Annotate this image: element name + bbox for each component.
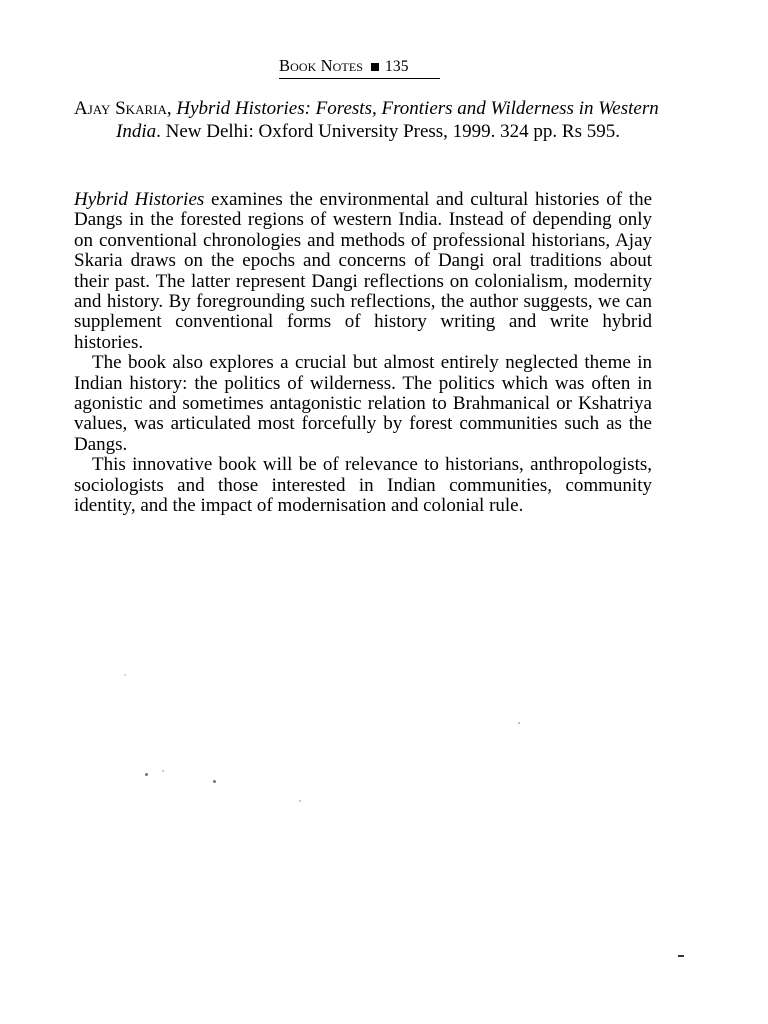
review-paragraph-1 bbox=[74, 190, 652, 353]
scan-speck bbox=[299, 800, 301, 802]
review-paragraph-2: The book also explores a crucial but almost entirely neglected theme in Indian history: the politics of wilderness. The politics which was often in agonistic and sometimes antagonistic relation to Brahmanical or Kshatriya values, was articulated most forcefully by forest communities such as the Dangs. bbox=[74, 352, 652, 455]
scan-speck bbox=[162, 770, 164, 772]
review-paragraph-3: This innovative book will be of relevance to historians, anthropologists, sociologists and those interested in Indian communities, community identity, and the impact of modernisation and colonial rule. bbox=[74, 454, 652, 517]
book-citation: Ajay Skaria, Hybrid Histories: Forests, Frontiers and Wilderness in Western India. New Delhi: Oxford University Press, 1999. 324 pp. Rs 595. bbox=[74, 98, 659, 142]
review-paragraph-1-text: examines the environmental and cultural histories of the Dangs in the forested regions of western India. Instead of depending only on conventional chronologies and methods of professional historians, Ajay Skaria draws on the epochs and concerns of Dangi oral traditions about their past. The latter represent Dangi reflections on colonialism, modernity and history. By foregrounding such reflections, the author suggests, we can supplement conventional forms of history writing and write hybrid histories. bbox=[74, 189, 653, 353]
book-title: Hybrid Histories: Forests, Frontiers and Wilderness in Western India bbox=[116, 98, 659, 142]
page-number: 135 bbox=[385, 58, 409, 75]
book-review bbox=[74, 190, 652, 517]
header-rule bbox=[279, 78, 440, 79]
book-author: Ajay Skaria bbox=[74, 98, 167, 119]
running-header bbox=[279, 56, 409, 77]
header-section-title: Book Notes bbox=[279, 56, 364, 75]
scan-speck bbox=[518, 722, 520, 724]
square-bullet-icon bbox=[371, 63, 379, 71]
scan-speck bbox=[213, 780, 216, 783]
scan-speck bbox=[678, 955, 684, 957]
review-lead-title: Hybrid Histories bbox=[74, 189, 205, 210]
scan-speck bbox=[145, 773, 148, 776]
scan-speck bbox=[124, 674, 126, 676]
publication-details: . New Delhi: Oxford University Press, 1999. 324 pp. Rs 595. bbox=[156, 120, 620, 142]
